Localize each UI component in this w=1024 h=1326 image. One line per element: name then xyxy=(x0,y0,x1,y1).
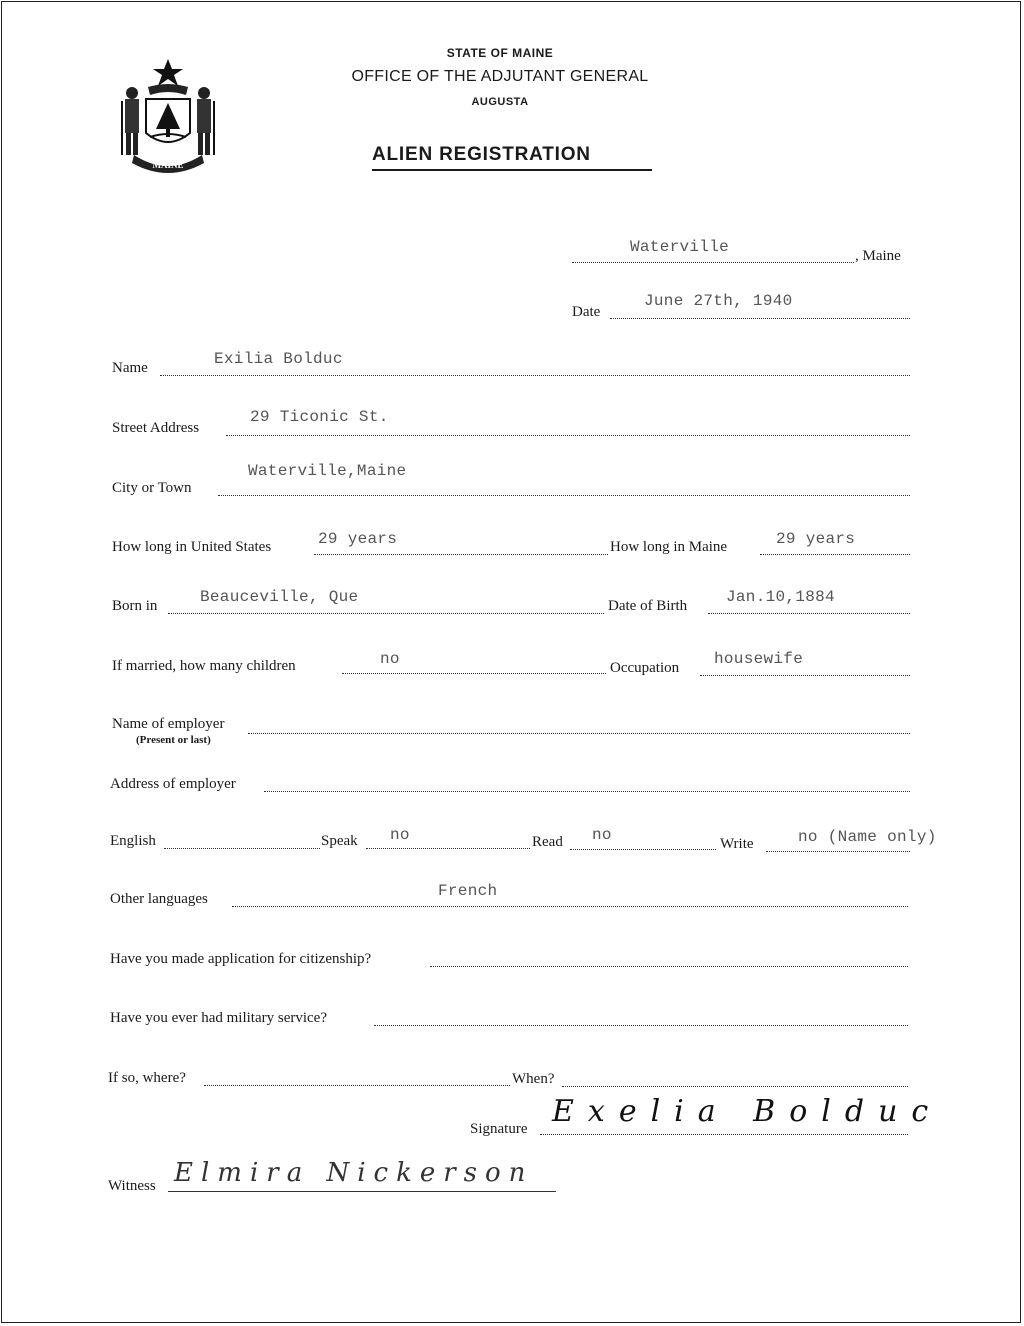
office-heading: OFFICE OF THE ADJUTANT GENERAL xyxy=(351,68,649,85)
location-suffix: , Maine xyxy=(855,248,901,264)
maine-years-line xyxy=(760,554,910,555)
military-label: Have you ever had military service? xyxy=(110,1010,327,1026)
maine-years-value[interactable]: 29 years xyxy=(776,530,856,548)
other-languages-value[interactable]: French xyxy=(438,882,498,900)
date-line xyxy=(610,318,910,319)
born-value[interactable]: Beauceville, Que xyxy=(200,588,359,606)
born-line xyxy=(168,613,604,614)
maine-years-label: How long in Maine xyxy=(610,539,728,555)
maine-state-seal xyxy=(112,55,224,182)
name-line xyxy=(160,375,910,376)
employer-label: Name of employer xyxy=(112,716,225,732)
speak-value[interactable]: no xyxy=(390,826,410,844)
signature-line xyxy=(540,1134,908,1135)
read-line xyxy=(570,849,716,850)
occupation-line xyxy=(700,675,910,676)
us-years-value[interactable]: 29 years xyxy=(318,530,398,548)
where-line[interactable] xyxy=(204,1085,510,1086)
date-label: Date xyxy=(572,304,601,320)
other-languages-line xyxy=(232,906,908,907)
write-line xyxy=(766,851,910,852)
employer-sublabel: (Present or last) xyxy=(136,734,211,746)
state-heading: STATE OF MAINE xyxy=(446,46,554,60)
street-line xyxy=(226,435,910,436)
read-label: Read xyxy=(532,834,563,850)
speak-line xyxy=(366,848,530,849)
occupation-value[interactable]: housewife xyxy=(714,650,804,668)
form-title: ALIEN REGISTRATION xyxy=(372,144,591,165)
born-label: Born in xyxy=(112,598,158,614)
city-value[interactable]: Waterville,Maine xyxy=(248,462,407,480)
other-languages-label: Other languages xyxy=(110,891,208,907)
employer-line[interactable] xyxy=(248,733,910,734)
children-line xyxy=(342,673,606,674)
dob-line xyxy=(708,613,910,614)
seal-text: MAINE xyxy=(152,160,184,170)
us-years-line xyxy=(314,554,608,555)
date-value[interactable]: June 27th, 1940 xyxy=(644,292,793,310)
citizenship-label: Have you made application for citizenship? xyxy=(110,951,372,967)
city-label: City or Town xyxy=(112,480,192,496)
occupation-label: Occupation xyxy=(610,660,680,676)
street-value[interactable]: 29 Ticonic St. xyxy=(250,408,389,426)
english-line xyxy=(164,848,320,849)
military-line[interactable] xyxy=(374,1025,908,1026)
street-label: Street Address xyxy=(112,420,200,436)
signature-value[interactable]: Exelia Bolduc xyxy=(552,1094,943,1129)
where-label: If so, where? xyxy=(108,1070,186,1086)
witness-line xyxy=(168,1191,556,1192)
when-line[interactable] xyxy=(562,1086,908,1087)
name-value[interactable]: Exilia Bolduc xyxy=(214,350,343,368)
us-years-label: How long in United States xyxy=(112,539,272,555)
read-value[interactable]: no xyxy=(592,826,612,844)
citizenship-line[interactable] xyxy=(430,966,908,967)
name-label: Name xyxy=(112,360,148,376)
location-value[interactable]: Waterville xyxy=(630,238,730,256)
when-label: When? xyxy=(512,1071,555,1087)
children-value[interactable]: no xyxy=(380,650,400,668)
title-underline xyxy=(372,169,652,171)
witness-value[interactable]: Elmira Nickerson xyxy=(174,1158,534,1188)
write-label: Write xyxy=(720,836,754,852)
employer-address-line[interactable] xyxy=(264,791,910,792)
children-label: If married, how many children xyxy=(112,658,296,674)
speak-label: Speak xyxy=(321,833,358,849)
witness-label: Witness xyxy=(108,1178,156,1194)
english-label: English xyxy=(110,833,156,849)
city-heading: AUGUSTA xyxy=(471,96,529,108)
dob-value[interactable]: Jan.10,1884 xyxy=(726,588,835,606)
dob-label: Date of Birth xyxy=(608,598,688,614)
city-line xyxy=(218,495,910,496)
location-line xyxy=(572,262,854,263)
write-value[interactable]: no (Name only) xyxy=(798,828,937,846)
signature-label: Signature xyxy=(470,1121,528,1137)
employer-address-label: Address of employer xyxy=(110,776,236,792)
